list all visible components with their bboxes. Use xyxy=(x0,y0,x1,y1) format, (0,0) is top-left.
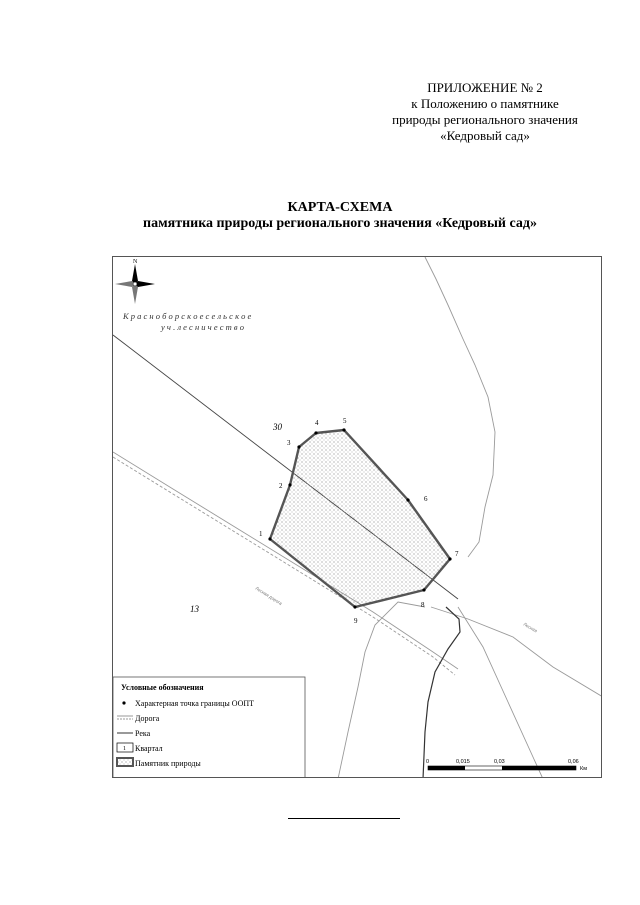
boundary-point[interactable] xyxy=(422,588,425,591)
svg-text:1: 1 xyxy=(123,746,126,752)
road-line xyxy=(338,602,425,778)
appendix-header xyxy=(355,80,615,144)
scale-tick: 0,015 xyxy=(456,759,470,765)
boundary-point-label: 8 xyxy=(421,601,425,609)
north-arrow-icon xyxy=(115,259,155,304)
legend-label: Река xyxy=(135,729,151,738)
legend-label: Памятник природы xyxy=(135,759,201,768)
boundary-point-label: 2 xyxy=(279,482,283,490)
appendix-subtitle-3: «Кедровый сад» xyxy=(440,128,530,143)
legend-label: Характерная точка границы ООПТ xyxy=(135,699,255,708)
boundary-point-label: 7 xyxy=(455,550,459,558)
boundary-point[interactable] xyxy=(314,431,317,434)
dot-icon xyxy=(122,701,125,704)
boundary-point[interactable] xyxy=(288,483,291,486)
scale-tick: 0,03 xyxy=(494,759,505,765)
boundary-point[interactable] xyxy=(342,428,345,431)
north-label: N xyxy=(133,259,138,265)
boundary-point-label: 6 xyxy=(424,495,428,503)
nature-monument-area[interactable] xyxy=(270,430,450,607)
scale-unit: Км xyxy=(580,766,587,772)
map-canvas xyxy=(113,257,602,778)
boundary-point-label: 9 xyxy=(354,617,358,625)
scale-tick: 0,06 xyxy=(568,759,579,765)
boundary-point[interactable] xyxy=(406,498,409,501)
boundary-point-label: 5 xyxy=(343,417,347,425)
boundary-point[interactable] xyxy=(297,445,300,448)
quarter-icon xyxy=(117,743,133,752)
quarter-label: 13 xyxy=(190,604,199,614)
bottom-rule xyxy=(288,818,400,819)
boundary-point[interactable] xyxy=(353,605,356,608)
boundary-point-label: 1 xyxy=(259,530,263,538)
map-title-block xyxy=(20,200,640,232)
forestry-label: К р а с н о б о р с к о е с е л ь с к о е xyxy=(123,311,252,321)
road-label: Лесная дорога xyxy=(254,585,284,607)
map-frame[interactable] xyxy=(112,256,602,778)
boundary-point[interactable] xyxy=(268,537,271,540)
boundary-point[interactable] xyxy=(448,557,451,560)
legend xyxy=(113,677,305,778)
boundary-point-label: 4 xyxy=(315,419,319,427)
scale-bar xyxy=(426,759,587,772)
appendix-title: ПРИЛОЖЕНИЕ № 2 xyxy=(427,80,543,95)
scale-tick: 0 xyxy=(426,759,430,765)
legend-title: Условные обозначения xyxy=(121,683,204,692)
legend-label: Дорога xyxy=(135,714,160,723)
map-title: КАРТА-СХЕМА xyxy=(287,200,393,215)
road-label: Лесная xyxy=(522,621,539,634)
map-subtitle: памятника природы регионального значения «Кедровый сад» xyxy=(143,216,537,231)
appendix-subtitle-1: к Положению о памятнике xyxy=(411,96,559,111)
boundary-point-label: 3 xyxy=(287,439,291,447)
road-line xyxy=(431,607,602,697)
quarter-label: 30 xyxy=(273,422,282,432)
forestry-label: у ч . л е с н и ч е с т в о xyxy=(161,322,244,332)
monument-icon xyxy=(117,758,133,766)
river-line xyxy=(423,607,460,778)
road-line xyxy=(458,607,543,778)
legend-label: Квартал xyxy=(135,744,163,753)
appendix-subtitle-2: природы регионального значения xyxy=(392,112,578,127)
road-line xyxy=(425,257,495,557)
